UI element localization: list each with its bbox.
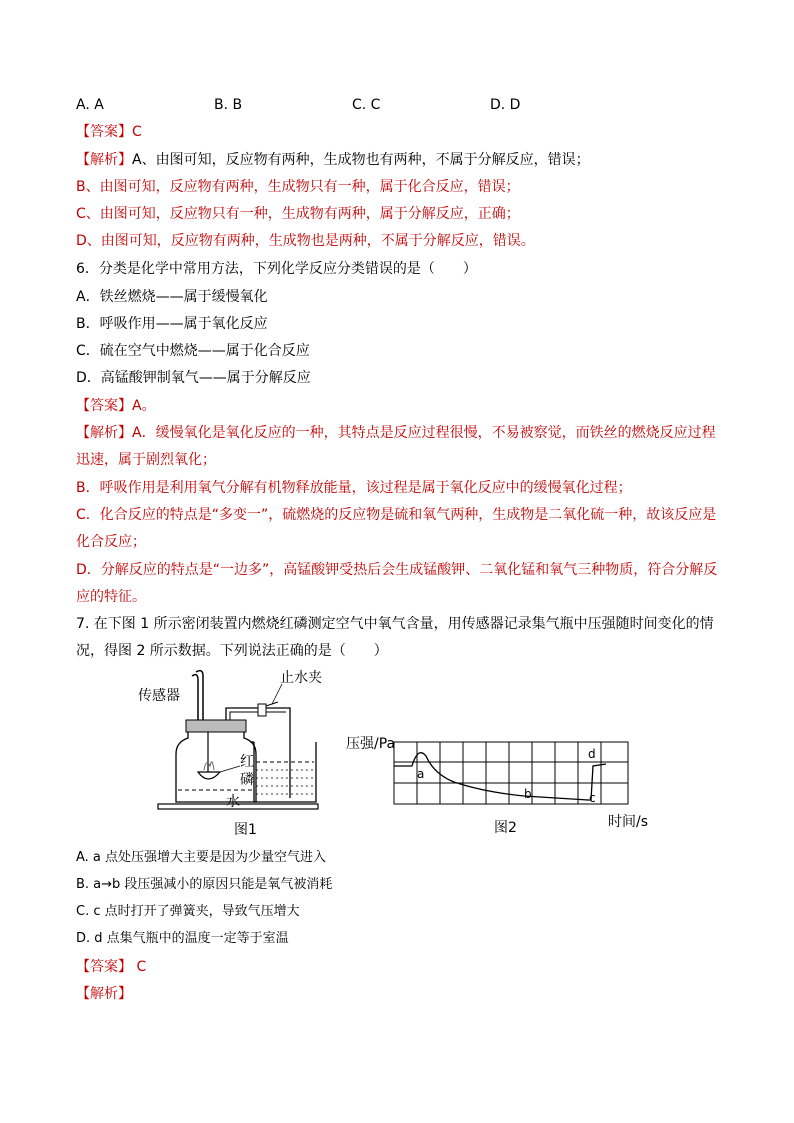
q7-option-c: C. c 点时打开了弹簧夹，导致气压增大 xyxy=(76,904,300,919)
sensor-wire xyxy=(196,671,203,720)
answer-tag: 【答案】 xyxy=(76,398,132,414)
prev-option-a: A. A xyxy=(76,97,104,113)
prev-option-b: B. B xyxy=(214,97,243,113)
q6-option-a: A．铁丝燃烧——属于缓慢氧化 xyxy=(76,289,268,305)
prev-option-d: D. D xyxy=(490,97,521,113)
analysis-text: B、由图可知，反应物有两种，生成物只有一种，属于化合反应，错误； xyxy=(76,179,520,195)
q5-answer xyxy=(76,123,142,141)
q6-analysis-line: B．呼吸作用是利用氧气分解有机物释放能量，该过程是属于氧化反应中的缓慢氧化过程； xyxy=(76,480,632,496)
q6-analysis-line: D．分解反应的特点是“一边多”，高锰酸钾受热后会生成锰酸钾、二氧化锰和氧气三种物质，符合分解反 xyxy=(76,562,718,578)
q7-option-b: B. a→b 段压强减小的原因只能是氧气被消耗 xyxy=(76,877,333,892)
point-d-label: d xyxy=(588,747,596,761)
clamp-icon xyxy=(258,704,266,716)
y-axis-label: 压强/Pa xyxy=(346,736,396,752)
point-a-label: a xyxy=(417,767,425,781)
q7-stem-line: 况，得图 2 所示数据。下列说法正确的是（ ） xyxy=(76,643,388,659)
q7-stem-line: 7. 在下图 1 所示密闭装置内燃烧红磷测定空气中氧气含量，用传感器记录集气瓶中压强随时间变化的情 xyxy=(76,616,714,632)
sensor-wire xyxy=(192,675,198,720)
analysis-tag: 【解析】 xyxy=(76,152,132,168)
q6-answer xyxy=(76,397,156,415)
figure-1-caption: 图1 xyxy=(234,822,257,838)
q5-analysis-line xyxy=(76,205,520,223)
answer-value: C xyxy=(132,124,142,140)
prev-option-c: C. C xyxy=(352,97,381,113)
q5-analysis-line xyxy=(76,178,520,196)
red-label: 红 xyxy=(240,754,254,770)
q6-analysis-line: C．化合反应的特点是“多变一”，硫燃烧的反应物是硫和氧气两种，生成物是二氧化硫一种，故该反应是 xyxy=(76,507,717,523)
q5-analysis-line xyxy=(76,232,535,250)
analysis-text: C、由图可知，反应物只有一种，生成物有两种，属于分解反应，正确； xyxy=(76,206,520,222)
q6-analysis-line xyxy=(76,424,716,442)
answer-tag: 【答案】 xyxy=(76,124,132,140)
figure-2-pressure-graph xyxy=(344,732,660,842)
analysis-text: A、由图可知，反应物有两种，生成物也有两种，不属于分解反应，错误； xyxy=(132,152,590,168)
analysis-text: D、由图可知，反应物有两种，生成物也是两种，不属于分解反应，错误。 xyxy=(76,233,535,249)
sensor-label: 传感器 xyxy=(138,688,180,704)
q7-analysis xyxy=(76,985,132,1003)
clamp-pointer xyxy=(272,684,282,704)
analysis-tag: 【解析】 xyxy=(76,986,132,1002)
answer-value: A。 xyxy=(132,398,156,414)
q6-option-b: B．呼吸作用——属于氧化反应 xyxy=(76,316,268,332)
answer-value: C xyxy=(132,959,147,975)
q6-stem: 6．分类是化学中常用方法，下列化学反应分类错误的是（ ） xyxy=(76,261,477,277)
q7-answer xyxy=(76,958,146,976)
figure-1-apparatus xyxy=(130,662,340,842)
analysis-tag: 【解析】 xyxy=(76,425,132,441)
q6-analysis-line: 应的特征。 xyxy=(76,589,146,605)
q6-analysis-line: 迅速，属于剧烈氧化； xyxy=(76,452,216,468)
analysis-text: A．缓慢氧化是氧化反应的一种，其特点是反应过程很慢，不易被察觉，而铁丝的燃烧反应过程 xyxy=(132,425,716,441)
clamp-label: 止水夹 xyxy=(280,670,322,686)
q7-option-d: D. d 点集气瓶中的温度一定等于室温 xyxy=(76,931,289,946)
water-label: 水 xyxy=(226,794,240,810)
figure-2-caption: 图2 xyxy=(494,820,517,836)
x-axis-label: 时间/s xyxy=(608,814,649,830)
point-b-label: b xyxy=(524,787,532,801)
q7-option-a: A. a 点处压强增大主要是因为少量空气进入 xyxy=(76,850,327,865)
q6-option-c: C．硫在空气中燃烧——属于化合反应 xyxy=(76,343,310,359)
stopper xyxy=(186,720,246,732)
q6-analysis-line: 化合反应； xyxy=(76,534,146,550)
answer-tag: 【答案】 xyxy=(76,959,132,975)
phosphorus-label: 磷 xyxy=(240,772,254,788)
q6-option-d: D．高锰酸钾制氧气——属于分解反应 xyxy=(76,370,311,386)
pressure-curve xyxy=(394,753,606,800)
q5-analysis-line xyxy=(76,151,590,169)
point-c-label: c xyxy=(589,791,596,805)
beaker xyxy=(254,742,316,802)
